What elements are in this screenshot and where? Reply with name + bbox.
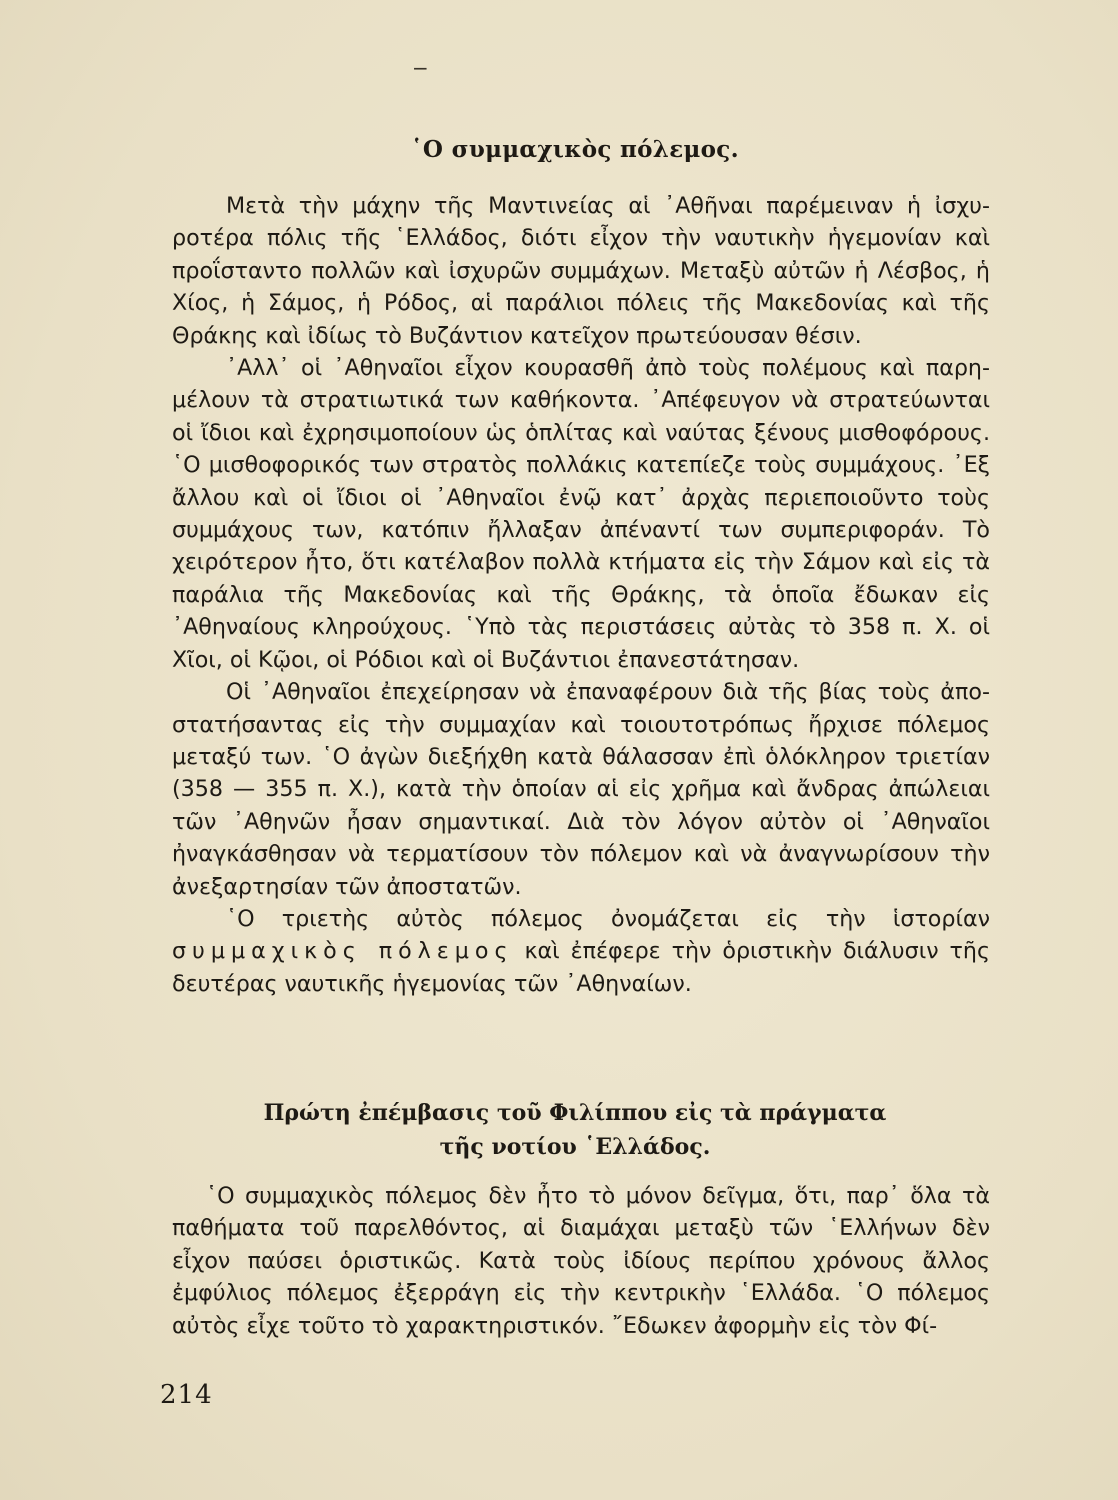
paragraph: Οἱ ᾿Αθηναῖοι ἐπεχείρησαν νὰ ἐπαναφέρουν διὰ τῆς βίας τοὺς ἀποστατήσαντας εἰς τὴν συμμαχίαν καὶ τοιουτοτρόπως ἤρχισε πόλεμος μεταξύ των. ῾Ο ἀγὼν διεξήχθη κατὰ θάλασσαν ἐπὶ ὁλόκληρον τριετίαν (358 — 355 π. Χ.), κατὰ τὴν ὁποίαν αἱ εἰς χρῆμα καὶ ἄνδρας ἀπώλειαι τῶν ᾿Αθηνῶν ἦσαν σημαντικαί. Διὰ τὸν λόγον αὐτὸν οἱ ᾿Αθηναῖοι ἠναγκάσθησαν νὰ τερματίσουν τὸν πόλεμον καὶ νὰ ἀναγνωρίσουν τὴν ἀνεξαρτησίαν τῶν ἀποστατῶν. bbox=[172, 679, 990, 900]
section-title-philip bbox=[160, 1096, 990, 1164]
spaced-term: συμμαχικὸς πόλεμος bbox=[172, 938, 514, 965]
section-title-line: Πρώτη ἐπέμβασις τοῦ Φιλίππου εἰς τὰ πράγματα bbox=[263, 1100, 887, 1126]
section-body-philip bbox=[172, 1180, 990, 1342]
paragraph: Μετὰ τὴν μάχην τῆς Μαντινείας αἱ ᾿Αθῆναι παρέμειναν ἡ ἰσχυροτέρα πόλις τῆς ῾Ελλάδος, διότι εἶχον τὴν ναυτικὴν ἡγεμονίαν καὶ προΐσταντο πολλῶν καὶ ἰσχυρῶν συμμάχων. Μεταξὺ αὐτῶν ἡ Λέσβος, ἡ Χίος, ἡ Σάμος, ἡ Ρόδος, αἱ παράλιοι πόλεις τῆς Μακεδονίας καὶ τῆς Θράκης καὶ ἰδίως τὸ Βυζάντιον κατεῖχον πρωτεύουσαν θέσιν. bbox=[172, 193, 990, 349]
closing-tail: καὶ ἐπέφερε τὴν ὁριστικὴν διάλυσιν τῆς δευτέρας ναυτικῆς ἡγεμονίας τῶν ᾿Αθηναίων. bbox=[172, 938, 990, 997]
paragraph: ῾Ο συμμαχικὸς πόλεμος δὲν ἦτο τὸ μόνον δεῖγμα, ὅτι, παρ᾿ ὅλα τὰ παθήματα τοῦ παρελθόντος, αἱ διαμάχαι μεταξὺ τῶν ῾Ελλήνων δὲν εἶχον παύσει ὁριστικῶς. Κατὰ τοὺς ἰδίους περίπου χρόνους ἄλλος ἐμφύλιος πόλεμος ἐξερράγη εἰς τὴν κεντρικὴν ῾Ελλάδα. ῾Ο πόλεμος αὐτὸς εἶχε τοῦτο τὸ χαρακτηριστικόν. ῎Εδωκεν ἀφορμὴν εἰς τὸν Φί- bbox=[172, 1183, 990, 1339]
section-body-symmachikos bbox=[172, 190, 990, 1000]
page-number: 214 bbox=[160, 1380, 213, 1410]
section-title-symmachikos: ῾Ο συμμαχικὸς πόλεμος. bbox=[411, 136, 739, 163]
closing-lead: ῾Ο τριετὴς αὐτὸς πόλεμος ὀνομάζεται εἰς τὴν ἱστορίαν bbox=[226, 905, 990, 932]
paragraph: ᾿Αλλ᾿ οἱ ᾿Αθηναῖοι εἶχον κουρασθῆ ἀπὸ τοὺς πολέμους καὶ παρημέλουν τὰ στρατιωτικά των καθήκοντα. ᾿Απέφευγον νὰ στρατεύωνται οἱ ἴδιοι καὶ ἐχρησιμοποίουν ὡς ὁπλίτας καὶ ναύτας ξένους μισθοφόρους. ῾Ο μισθοφορικός των στρατὸς πολλάκις κατεπίεζε τοὺς συμμάχους. ᾿Εξ ἄλλου καὶ οἱ ἴδιοι οἱ ᾿Αθηναῖοι ἐνῷ κατ᾿ ἀρχὰς περιεποιοῦντο τοὺς συμμάχους των, κατόπιν ἤλλαξαν ἀπέναντί των συμπεριφοράν. Τὸ χειρότερον ἦτο, ὅτι κατέλαβον πολλὰ κτήματα εἰς τὴν Σάμον καὶ εἰς τὰ παράλια τῆς Μακεδονίας καὶ τῆς Θράκης, τὰ ὁποῖα ἔδωκαν εἰς ᾿Αθηναίους κληρούχους. ῾Υπὸ τὰς περιστάσεις αὐτὰς τὸ 358 π. Χ. οἱ Χῖοι, οἱ Κῷοι, οἱ Ρόδιοι καὶ οἱ Βυζάντιοι ἐπανεστάτησαν. bbox=[172, 355, 990, 673]
section-title-line: τῆς νοτίου ῾Ελλάδος. bbox=[439, 1134, 711, 1160]
closing-paragraph bbox=[172, 903, 990, 1000]
top-mark: − bbox=[412, 56, 429, 80]
